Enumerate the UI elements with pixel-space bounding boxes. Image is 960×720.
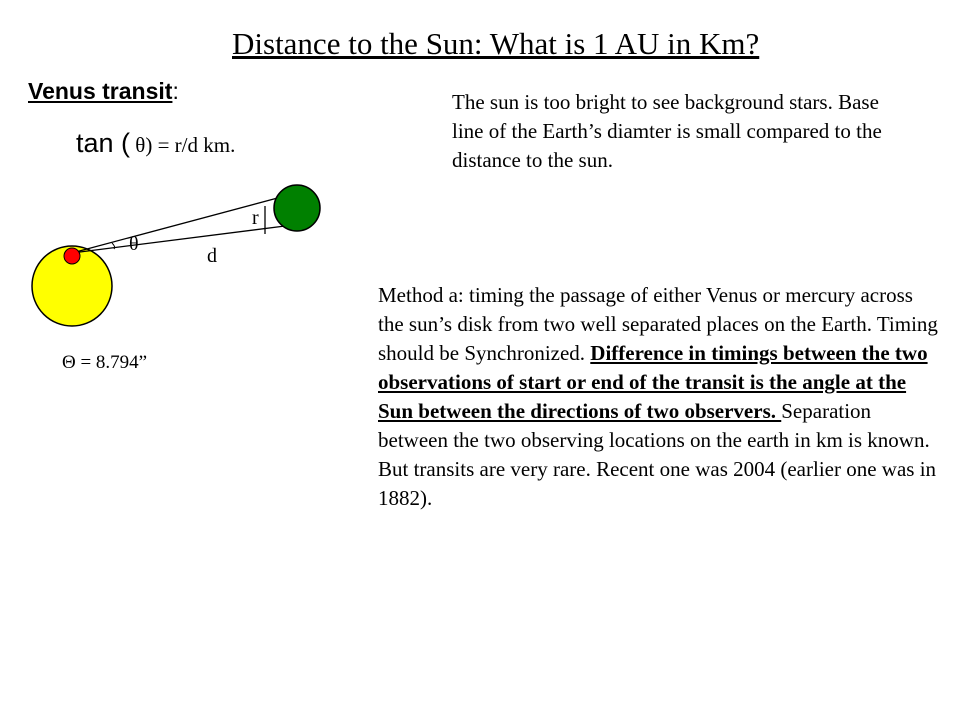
observer-dot	[64, 248, 80, 264]
method-text-part3: Separation between the two observing locations on the earth in km is known. But transits are very rare. Recent one was 2004 (earlier one was in 1882).	[378, 399, 937, 510]
method-text-part1: Method a: timing the passage of either Venus or mercury across the sun’s disk from two well separated places on the Earth. Timing should be Synchronized.	[378, 283, 938, 365]
method-text-emphasis: Difference in timings between the two observations of start or end of the transit is the angle at the Sun between the directions of two observers.	[378, 341, 928, 423]
theta-value: Θ = 8.794”	[62, 352, 148, 373]
label-r: r	[252, 207, 259, 229]
label-d: d	[207, 245, 217, 267]
formula-prefix: tan (	[76, 128, 131, 158]
page-title: Distance to the Sun: What is 1 AU in Km?	[232, 26, 760, 61]
planet-circle	[274, 185, 320, 231]
method-description	[378, 281, 938, 513]
section-heading-colon: :	[172, 78, 179, 104]
explanation-note: The sun is too bright to see background stars. Base line of the Earth’s diamter is small compared to the distance to the sun.	[452, 90, 882, 172]
formula-rest: θ) = r/d km.	[130, 133, 236, 157]
section-heading-label: Venus transit	[28, 78, 173, 104]
label-theta: θ	[129, 233, 139, 255]
sight-line-lower	[72, 226, 285, 253]
